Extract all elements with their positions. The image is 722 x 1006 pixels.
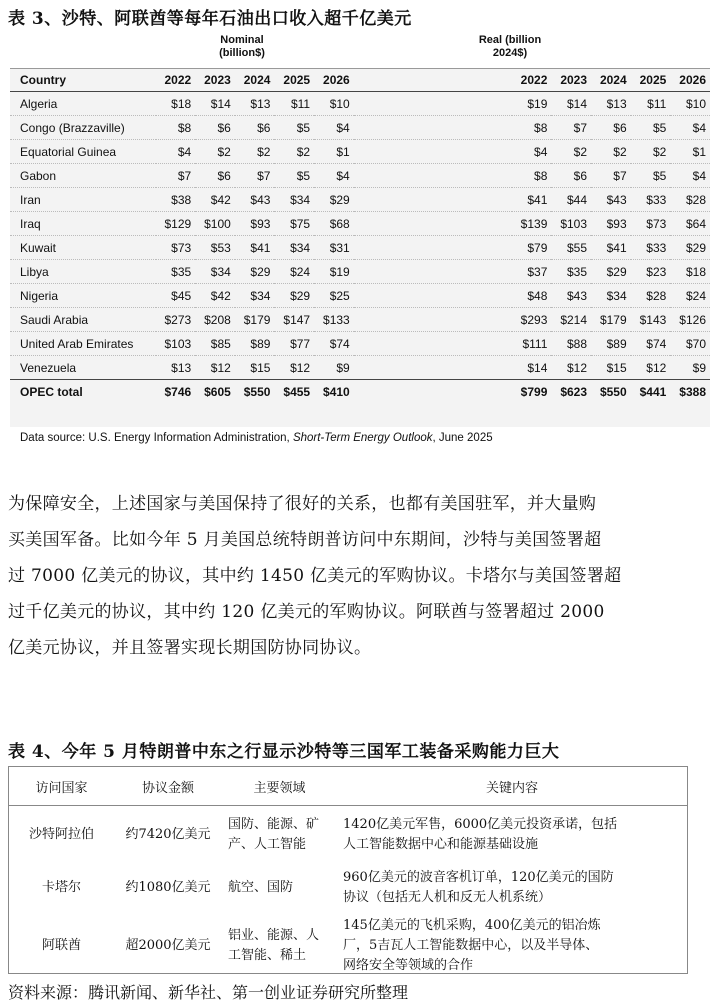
value-cell: $93 bbox=[591, 212, 631, 236]
value-cell: $34 bbox=[274, 188, 314, 212]
domain-cell bbox=[222, 864, 337, 912]
table-row bbox=[10, 140, 710, 164]
table-row bbox=[10, 188, 710, 212]
value-cell: $33 bbox=[631, 236, 671, 260]
value-cell: $179 bbox=[235, 308, 275, 332]
column-gap bbox=[354, 92, 512, 116]
value-cell: $85 bbox=[195, 332, 235, 356]
value-cell: $34 bbox=[274, 236, 314, 260]
value-cell: $14 bbox=[195, 92, 235, 116]
value-cell: $79 bbox=[512, 236, 552, 260]
country-cell: United Arab Emirates bbox=[10, 332, 156, 356]
content-cell bbox=[337, 912, 687, 980]
column-gap bbox=[354, 140, 512, 164]
country-cell: Equatorial Guinea bbox=[10, 140, 156, 164]
value-cell: $4 bbox=[314, 116, 354, 140]
column-gap bbox=[354, 356, 512, 380]
value-cell: $48 bbox=[512, 284, 552, 308]
value-cell: $12 bbox=[551, 356, 591, 380]
value-cell: $28 bbox=[670, 188, 710, 212]
column-header: 访问国家 bbox=[9, 767, 114, 806]
value-cell: $25 bbox=[314, 284, 354, 308]
value-cell: $15 bbox=[235, 356, 275, 380]
value-cell: $74 bbox=[631, 332, 671, 356]
table3-grid bbox=[10, 69, 710, 403]
value-cell: $37 bbox=[512, 260, 552, 284]
content-cell bbox=[337, 864, 687, 912]
total-label: OPEC total bbox=[10, 380, 156, 404]
value-cell: $24 bbox=[274, 260, 314, 284]
value-cell: $4 bbox=[670, 116, 710, 140]
value-cell: $9 bbox=[670, 356, 710, 380]
country-cell: Kuwait bbox=[10, 236, 156, 260]
value-cell: $111 bbox=[512, 332, 552, 356]
value-cell: $7 bbox=[591, 164, 631, 188]
value-cell: $42 bbox=[195, 188, 235, 212]
amount-cell: 约7420亿美元 bbox=[125, 826, 211, 842]
value-cell: $2 bbox=[235, 140, 275, 164]
value-cell: $133 bbox=[314, 308, 354, 332]
value-cell: $73 bbox=[156, 236, 196, 260]
value-cell: $13 bbox=[235, 92, 275, 116]
value-cell: $41 bbox=[512, 188, 552, 212]
table3-source: Data source: U.S. Energy Information Administration, Short-Term Energy Outlook, June 2025 bbox=[20, 432, 493, 444]
amount-cell: 约1080亿美元 bbox=[125, 879, 211, 895]
paragraph-line: 亿美元协议，并且签署实现长期国防协同协议。 bbox=[8, 638, 372, 658]
value-cell: $12 bbox=[274, 356, 314, 380]
content-line: 厂，5吉瓦人工智能数据中心，以及半导体、 bbox=[343, 937, 599, 953]
table-row bbox=[10, 164, 710, 188]
total-value: $550 bbox=[235, 380, 275, 404]
paragraph-line: 过 7000 亿美元的协议，其中约 1450 亿美元的军购协议。卡塔尔与美国签署超 bbox=[8, 566, 622, 586]
total-value: $441 bbox=[631, 380, 671, 404]
table4-source: 资料来源：腾讯新闻、新华社、第一创业证券研究所整理 bbox=[8, 983, 409, 1002]
domain-line: 国防、能源、矿 bbox=[228, 816, 320, 832]
value-cell: $89 bbox=[591, 332, 631, 356]
domain-cell bbox=[222, 912, 337, 980]
table3-title: 表 3、沙特、阿联酋等每年石油出口收入超千亿美元 bbox=[8, 9, 412, 29]
value-cell: $18 bbox=[670, 260, 710, 284]
value-cell: $8 bbox=[512, 164, 552, 188]
total-value: $746 bbox=[156, 380, 196, 404]
value-cell: $13 bbox=[156, 356, 196, 380]
total-value: $623 bbox=[551, 380, 591, 404]
value-cell: $6 bbox=[235, 116, 275, 140]
value-cell: $7 bbox=[551, 116, 591, 140]
table-row bbox=[10, 332, 710, 356]
value-cell: $9 bbox=[314, 356, 354, 380]
value-cell: $103 bbox=[551, 212, 591, 236]
year-header: 2025 bbox=[274, 69, 314, 92]
value-cell: $55 bbox=[551, 236, 591, 260]
value-cell: $2 bbox=[274, 140, 314, 164]
column-gap bbox=[354, 260, 512, 284]
domain-line: 工智能、稀土 bbox=[228, 947, 307, 963]
value-cell: $89 bbox=[235, 332, 275, 356]
amount-cell: 超2000亿美元 bbox=[125, 937, 211, 953]
value-cell: $33 bbox=[631, 188, 671, 212]
value-cell: $45 bbox=[156, 284, 196, 308]
value-cell: $34 bbox=[591, 284, 631, 308]
value-cell: $14 bbox=[512, 356, 552, 380]
value-cell: $6 bbox=[551, 164, 591, 188]
value-cell: $208 bbox=[195, 308, 235, 332]
value-cell: $23 bbox=[631, 260, 671, 284]
value-cell: $8 bbox=[156, 116, 196, 140]
column-gap bbox=[354, 69, 512, 92]
value-cell: $6 bbox=[195, 164, 235, 188]
value-cell: $12 bbox=[631, 356, 671, 380]
year-header: 2022 bbox=[156, 69, 196, 92]
value-cell: $273 bbox=[156, 308, 196, 332]
value-cell: $126 bbox=[670, 308, 710, 332]
column-gap bbox=[354, 164, 512, 188]
column-header: 主要领域 bbox=[222, 767, 337, 806]
real-group-header: Real (billion 2024$) bbox=[478, 34, 542, 59]
value-cell: $43 bbox=[235, 188, 275, 212]
value-cell: $74 bbox=[314, 332, 354, 356]
total-value: $410 bbox=[314, 380, 354, 404]
value-cell: $5 bbox=[274, 164, 314, 188]
year-header: 2023 bbox=[551, 69, 591, 92]
domain-cell bbox=[222, 806, 337, 864]
value-cell: $34 bbox=[195, 260, 235, 284]
country-cell: Iran bbox=[10, 188, 156, 212]
value-cell: $41 bbox=[235, 236, 275, 260]
value-cell: $29 bbox=[235, 260, 275, 284]
value-cell: $147 bbox=[274, 308, 314, 332]
value-cell: $43 bbox=[551, 284, 591, 308]
column-header: 关键内容 bbox=[337, 767, 687, 806]
value-cell: $11 bbox=[274, 92, 314, 116]
total-row bbox=[10, 380, 710, 404]
value-cell: $5 bbox=[631, 164, 671, 188]
country-cell: Venezuela bbox=[10, 356, 156, 380]
value-cell: $11 bbox=[631, 92, 671, 116]
country-cell: 卡塔尔 bbox=[41, 879, 81, 895]
value-cell: $29 bbox=[274, 284, 314, 308]
country-cell: 沙特阿拉伯 bbox=[28, 826, 94, 842]
paragraph-line: 买美国军备。比如今年 5 月美国总统特朗普访问中东期间，沙特与美国签署超 bbox=[8, 530, 602, 550]
value-cell: $4 bbox=[512, 140, 552, 164]
value-cell: $2 bbox=[195, 140, 235, 164]
value-cell: $93 bbox=[235, 212, 275, 236]
value-cell: $24 bbox=[670, 284, 710, 308]
column-header: 协议金额 bbox=[114, 767, 222, 806]
value-cell: $103 bbox=[156, 332, 196, 356]
deals-table bbox=[8, 766, 688, 974]
value-cell: $12 bbox=[195, 356, 235, 380]
table-row bbox=[10, 284, 710, 308]
value-cell: $77 bbox=[274, 332, 314, 356]
value-cell: $14 bbox=[551, 92, 591, 116]
table-row bbox=[10, 356, 710, 380]
table-row bbox=[10, 260, 710, 284]
value-cell: $4 bbox=[670, 164, 710, 188]
table-row bbox=[9, 806, 687, 864]
total-value: $455 bbox=[274, 380, 314, 404]
value-cell: $7 bbox=[235, 164, 275, 188]
value-cell: $214 bbox=[551, 308, 591, 332]
content-line: 人工智能数据中心和能源基础设施 bbox=[343, 836, 539, 852]
country-header: Country bbox=[10, 69, 156, 92]
country-cell: 阿联酋 bbox=[41, 937, 81, 953]
value-cell: $8 bbox=[512, 116, 552, 140]
value-cell: $28 bbox=[631, 284, 671, 308]
year-header: 2024 bbox=[591, 69, 631, 92]
table-row bbox=[9, 864, 687, 912]
value-cell: $15 bbox=[591, 356, 631, 380]
value-cell: $88 bbox=[551, 332, 591, 356]
value-cell: $293 bbox=[512, 308, 552, 332]
value-cell: $1 bbox=[314, 140, 354, 164]
total-value: $799 bbox=[512, 380, 552, 404]
value-cell: $38 bbox=[156, 188, 196, 212]
column-gap bbox=[354, 116, 512, 140]
value-cell: $29 bbox=[591, 260, 631, 284]
value-cell: $2 bbox=[591, 140, 631, 164]
table-row bbox=[10, 212, 710, 236]
value-cell: $73 bbox=[631, 212, 671, 236]
year-header: 2026 bbox=[314, 69, 354, 92]
value-cell: $5 bbox=[274, 116, 314, 140]
year-header: 2026 bbox=[670, 69, 710, 92]
table-row bbox=[10, 92, 710, 116]
value-cell: $143 bbox=[631, 308, 671, 332]
column-gap bbox=[354, 236, 512, 260]
value-cell: $41 bbox=[591, 236, 631, 260]
value-cell: $44 bbox=[551, 188, 591, 212]
content-line: 145亿美元的飞机采购，400亿美元的铝冶炼 bbox=[343, 917, 601, 933]
country-cell: Nigeria bbox=[10, 284, 156, 308]
value-cell: $29 bbox=[670, 236, 710, 260]
year-header: 2022 bbox=[512, 69, 552, 92]
opec-revenue-table bbox=[10, 32, 710, 444]
value-cell: $2 bbox=[631, 140, 671, 164]
year-header: 2023 bbox=[195, 69, 235, 92]
value-cell: $70 bbox=[670, 332, 710, 356]
year-header: 2024 bbox=[235, 69, 275, 92]
country-cell: Gabon bbox=[10, 164, 156, 188]
total-value: $605 bbox=[195, 380, 235, 404]
value-cell: $129 bbox=[156, 212, 196, 236]
value-cell: $179 bbox=[591, 308, 631, 332]
content-line: 协议（包括无人机和反无人机系统） bbox=[343, 889, 552, 905]
value-cell: $1 bbox=[670, 140, 710, 164]
content-line: 960亿美元的波音客机订单，120亿美元的国防 bbox=[343, 869, 614, 885]
column-gap bbox=[354, 308, 512, 332]
column-gap bbox=[354, 284, 512, 308]
value-cell: $19 bbox=[314, 260, 354, 284]
value-cell: $18 bbox=[156, 92, 196, 116]
column-gap bbox=[354, 188, 512, 212]
value-cell: $5 bbox=[631, 116, 671, 140]
value-cell: $10 bbox=[314, 92, 354, 116]
value-cell: $10 bbox=[670, 92, 710, 116]
value-cell: $13 bbox=[591, 92, 631, 116]
domain-line: 产、人工智能 bbox=[228, 836, 307, 852]
value-cell: $6 bbox=[195, 116, 235, 140]
country-cell: Libya bbox=[10, 260, 156, 284]
content-cell bbox=[337, 806, 687, 864]
value-cell: $35 bbox=[156, 260, 196, 284]
value-cell: $43 bbox=[591, 188, 631, 212]
value-cell: $34 bbox=[235, 284, 275, 308]
table-row bbox=[10, 236, 710, 260]
country-cell: Algeria bbox=[10, 92, 156, 116]
total-value: $388 bbox=[670, 380, 710, 404]
table-row bbox=[10, 308, 710, 332]
body-paragraph bbox=[8, 486, 714, 666]
country-cell: Congo (Brazzaville) bbox=[10, 116, 156, 140]
value-cell: $64 bbox=[670, 212, 710, 236]
paragraph-line: 为保障安全，上述国家与美国保持了很好的关系，也都有美国驻军，并大量购 bbox=[8, 494, 597, 514]
value-cell: $2 bbox=[551, 140, 591, 164]
column-gap bbox=[354, 332, 512, 356]
value-cell: $68 bbox=[314, 212, 354, 236]
country-cell: Iraq bbox=[10, 212, 156, 236]
value-cell: $35 bbox=[551, 260, 591, 284]
paragraph-line: 过千亿美元的协议，其中约 120 亿美元的军购协议。阿联酋与签署超过 2000 bbox=[8, 602, 605, 622]
value-cell: $42 bbox=[195, 284, 235, 308]
table4-title: 表 4、今年 5 月特朗普中东之行显示沙特等三国军工装备采购能力巨大 bbox=[8, 742, 560, 762]
value-cell: $75 bbox=[274, 212, 314, 236]
value-cell: $29 bbox=[314, 188, 354, 212]
country-cell: Saudi Arabia bbox=[10, 308, 156, 332]
value-cell: $53 bbox=[195, 236, 235, 260]
content-line: 网络安全等领域的合作 bbox=[343, 957, 474, 973]
total-value: $550 bbox=[591, 380, 631, 404]
value-cell: $4 bbox=[156, 140, 196, 164]
domain-line: 航空、国防 bbox=[228, 879, 294, 895]
value-cell: $4 bbox=[314, 164, 354, 188]
column-gap bbox=[354, 380, 512, 404]
domain-line: 铝业、能源、人 bbox=[228, 927, 320, 943]
value-cell: $100 bbox=[195, 212, 235, 236]
value-cell: $31 bbox=[314, 236, 354, 260]
value-cell: $7 bbox=[156, 164, 196, 188]
column-gap bbox=[354, 212, 512, 236]
value-cell: $19 bbox=[512, 92, 552, 116]
nominal-group-header: Nominal (billion$) bbox=[219, 34, 265, 59]
value-cell: $139 bbox=[512, 212, 552, 236]
table-row bbox=[10, 116, 710, 140]
value-cell: $6 bbox=[591, 116, 631, 140]
table4-grid bbox=[9, 767, 687, 980]
content-line: 1420亿美元军售，6000亿美元投资承诺，包括 bbox=[343, 816, 618, 832]
year-header: 2025 bbox=[631, 69, 671, 92]
table-row bbox=[9, 912, 687, 980]
